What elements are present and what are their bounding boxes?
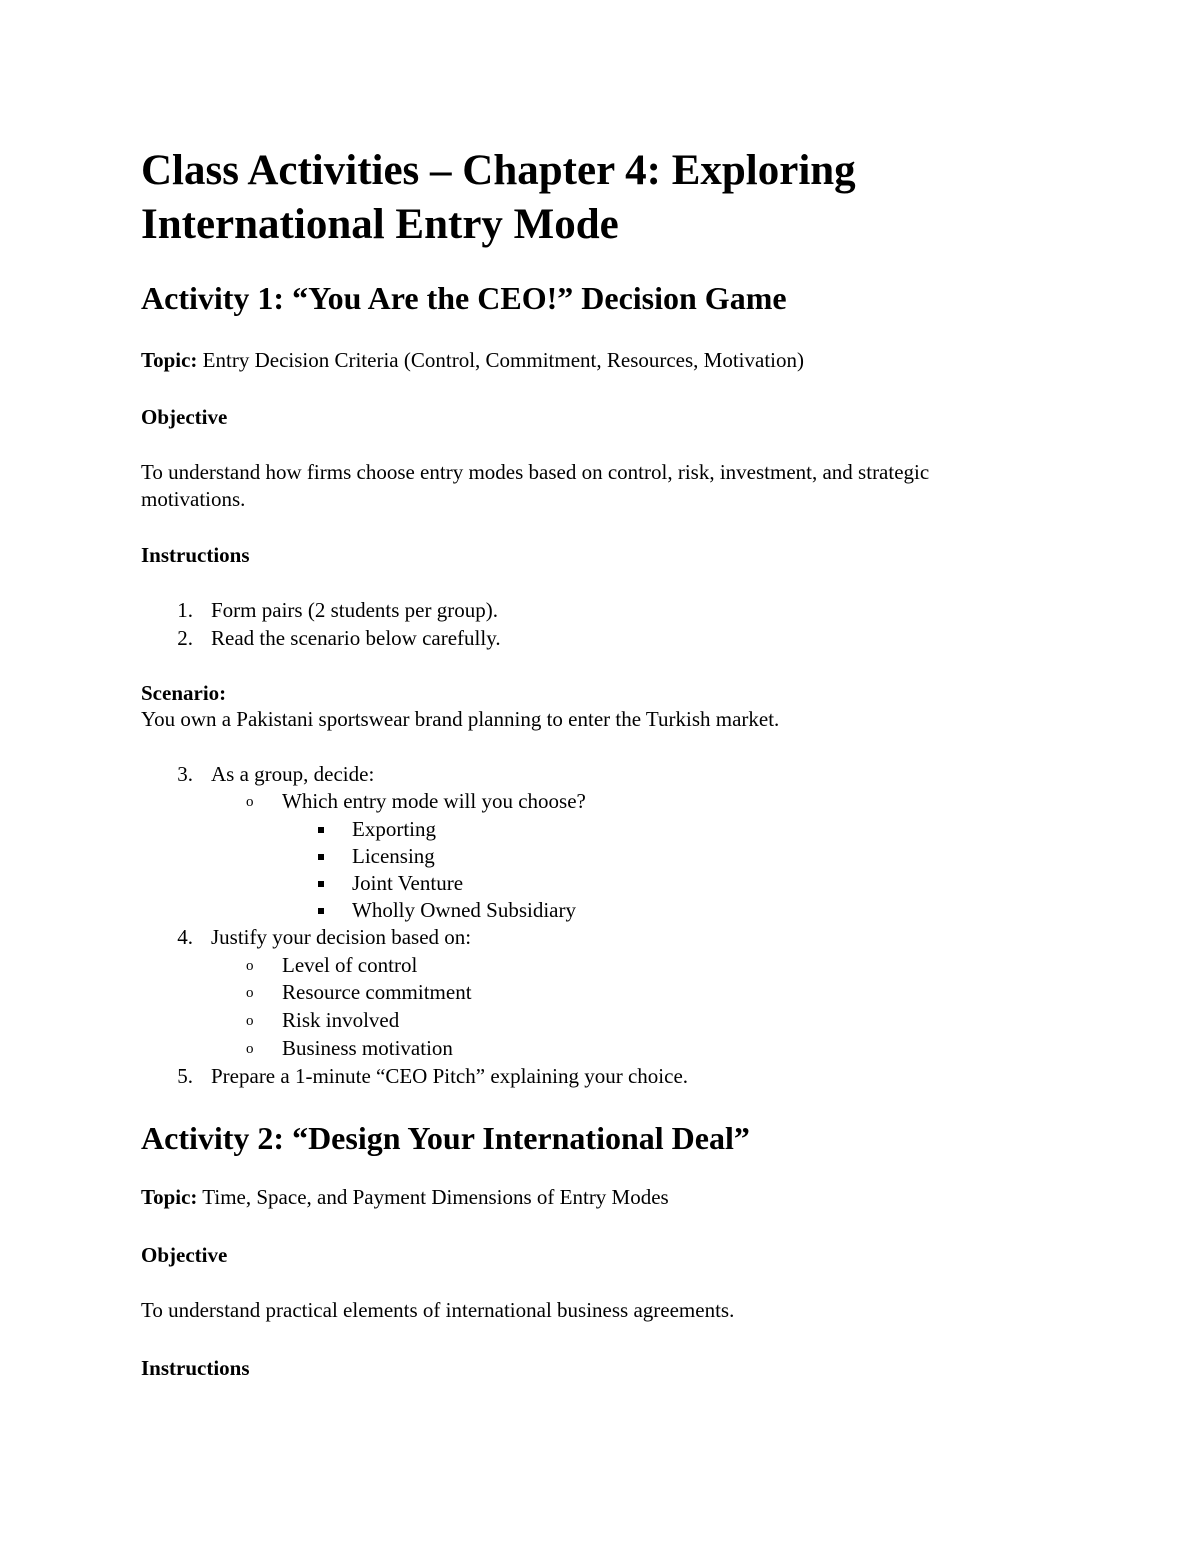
entry-mode-item: Exporting	[352, 817, 436, 841]
hollow-bullet-icon: o	[246, 1041, 254, 1057]
activity-2-objective-heading: Objective	[141, 1243, 228, 1267]
hollow-bullet-icon: o	[246, 1013, 254, 1029]
square-bullet-icon	[318, 854, 324, 860]
entry-mode-item: Joint Venture	[352, 871, 464, 895]
step-number: 5.	[177, 1064, 193, 1088]
step-text: Read the scenario below carefully.	[211, 626, 501, 650]
square-bullet-icon	[318, 827, 324, 833]
activity-2-heading: Activity 2: “Design Your International Deal”	[141, 1120, 750, 1156]
square-bullet-icon	[318, 908, 324, 914]
entry-mode-item: Licensing	[352, 844, 435, 868]
step-text: Form pairs (2 students per group).	[211, 598, 498, 622]
activity-2-topic	[141, 1184, 669, 1211]
scenario-text: You own a Pakistani sportswear brand planning to enter the Turkish market.	[141, 707, 780, 731]
criteria-item: Business motivation	[282, 1036, 453, 1060]
step-text: Prepare a 1-minute “CEO Pitch” explaining your choice.	[211, 1064, 689, 1088]
hollow-bullet-icon: o	[246, 958, 254, 974]
topic-text: Entry Decision Criteria (Control, Commitment, Resources, Motivation)	[197, 348, 804, 372]
hollow-bullet-icon: o	[246, 794, 254, 810]
step-number: 2.	[177, 626, 193, 650]
topic-label: Topic:	[141, 1185, 198, 1209]
activity-2-instructions-heading: Instructions	[141, 1356, 250, 1380]
step-number: 1.	[177, 598, 193, 622]
step-number: 4.	[177, 925, 193, 949]
criteria-item: Resource commitment	[282, 980, 472, 1004]
topic-text: Time, Space, and Payment Dimensions of Entry Modes	[197, 1185, 669, 1209]
step-text: Justify your decision based on:	[211, 925, 472, 949]
activity-1-instructions-heading: Instructions	[141, 543, 250, 567]
criteria-item: Risk involved	[282, 1008, 400, 1032]
activity-1-topic	[141, 347, 804, 374]
activity-1-objective-heading: Objective	[141, 405, 228, 429]
activity-1-objective-text: To understand how firms choose entry modes based on control, risk, investment, and strategic motivations.	[141, 460, 930, 511]
step-text: As a group, decide:	[211, 762, 375, 786]
activity-1-heading: Activity 1: “You Are the CEO!” Decision Game	[141, 280, 787, 316]
entry-mode-item: Wholly Owned Subsidiary	[352, 898, 576, 922]
hollow-bullet-icon: o	[246, 985, 254, 1001]
sub-item-text: Which entry mode will you choose?	[282, 789, 586, 813]
criteria-item: Level of control	[282, 953, 418, 977]
step-number: 3.	[177, 762, 193, 786]
activity-2-objective-text: To understand practical elements of international business agreements.	[141, 1298, 735, 1322]
document-title: Class Activities – Chapter 4: Exploring International Entry Mode	[141, 147, 856, 248]
topic-label: Topic:	[141, 348, 198, 372]
square-bullet-icon	[318, 881, 324, 887]
scenario-label: Scenario:	[141, 681, 227, 705]
